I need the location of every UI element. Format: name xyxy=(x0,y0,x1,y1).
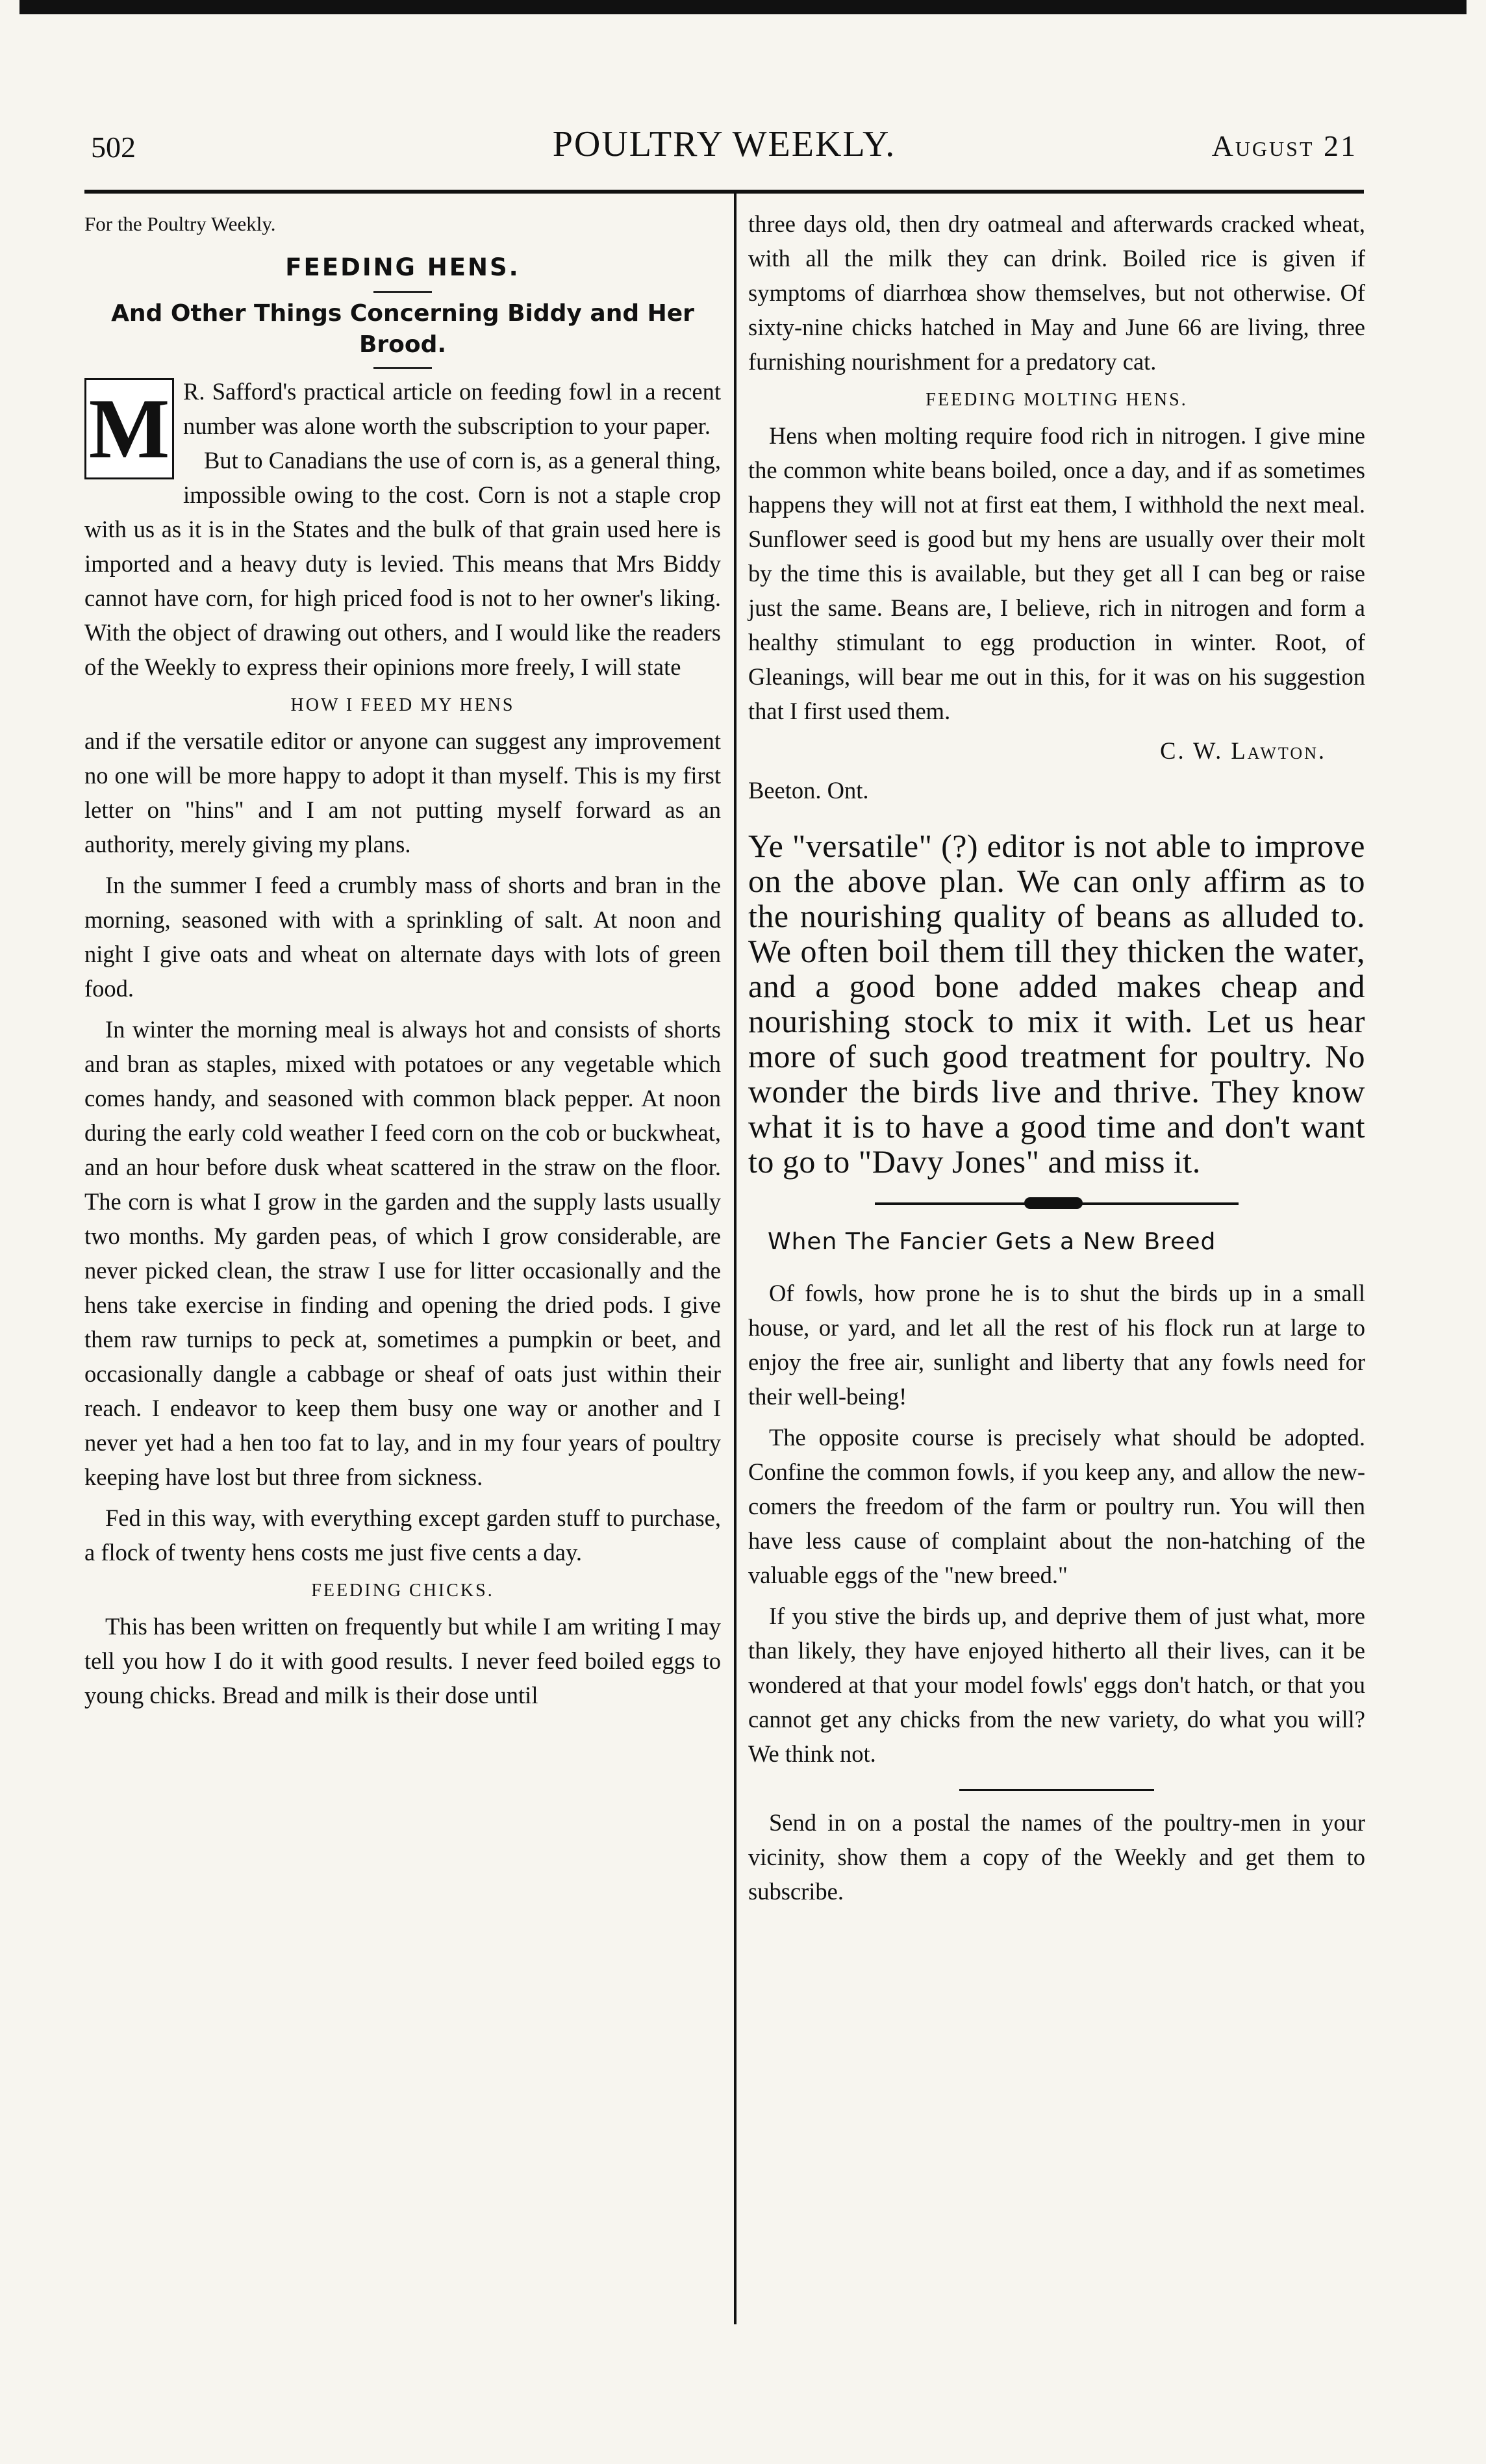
top-border xyxy=(19,0,1467,14)
paragraph: This has been written on frequently but while I am writing I may tell you how I do it with good results. I never feed boiled eggs to young chicks. Bread and milk is their dose until xyxy=(84,1613,721,1708)
editor-note: Ye "versatile" (?) editor is not able to improve on the above plan. We can only affirm as to the nourishing quality of beans as alluded to. We often boil them till they thicken the water, and a good bone added makes cheap and nourishing stock to mix it with. Let us hear more of such good treatment for poultry. No wonder the birds live and thrive. They know what it is to have a good time and don't want to go to "Davy Jones" and miss it. xyxy=(748,828,1365,1180)
paragraph: In the summer I feed a crumbly mass of shorts and bran in the morning, seasoned with with a sprinkling of salt. At noon and night I give oats and wheat on alternate days with lots of green food. xyxy=(84,872,721,1002)
paragraph: and if the versatile editor or anyone can suggest any improvement no one will be more happy to adopt it than myself. This is my first letter on "hins" and I am not putting myself forward as an authority, merely giving my plans. xyxy=(84,728,721,857)
ornament-divider xyxy=(875,1202,1239,1205)
publication-title: POULTRY WEEKLY. xyxy=(552,124,896,164)
page-number: 502 xyxy=(91,131,136,164)
column-divider xyxy=(734,194,737,2324)
paragraph: Of fowls, how prone he is to shut the birds up in a small house, or yard, and let all the rest of his flock run at large to enjoy the free air, sunlight and liberty that any fowls need for their well-being! xyxy=(748,1280,1365,1410)
header-rule xyxy=(84,190,1364,194)
paragraph: In winter the morning meal is always hot and consists of shorts and bran as staples, mixed with potatoes or any vegetable which comes handy, and seasoned with common black pepper. At noon during the early cold weather I feed corn on the cob or buckwheat, and an hour before dusk wheat scattered in the straw on the floor. The corn is what I grow in the garden and the supply lasts usually two months. My garden peas, of which I grow considerable, are never picked clean, the straw I use for litter occasionally and the hens take exercise in finding and opening the dried pods. I give them raw turnips to peck at, sometimes a pumpkin or beet, and occasionally dangle a cabbage or sheaf of oats just within their reach. I endeavor to keep them busy one way or another and I never yet had a hen too fat to lay, and in my four years of poultry keeping have lost but three from sickness. xyxy=(84,1016,721,1490)
author-signature: C. W. Lawton. xyxy=(1160,737,1326,764)
section-heading: FEEDING CHICKS. xyxy=(311,1581,494,1601)
paragraph: Send in on a postal the names of the poultry-men in your vicinity, show them a copy of the Weekly and get them to subscribe. xyxy=(748,1809,1365,1905)
section-rule xyxy=(959,1789,1154,1791)
title-rule xyxy=(373,291,432,293)
article-subtitle: And Other Things Concerning Biddy and Her Brood. xyxy=(111,300,694,358)
right-column xyxy=(748,207,1365,1909)
paragraph: But to Canadians the use of corn is, as a general thing, impossible owing to the cost. Corn is not a staple crop with us as it is in the States and the bulk of that grain used here is imported and a heavy duty is levied. This means that Mrs Biddy cannot have corn, for high priced food is not to her owner's liking. With the object of drawing out others, and I would like the readers of the Weekly to express their opinions more freely, I will state xyxy=(84,447,721,680)
paragraph: R. Safford's practical article on feeding fowl in a recent number was alone worth the subscription to your paper. xyxy=(183,378,721,439)
subtitle-rule xyxy=(373,367,432,369)
article-title: FEEDING HENS. xyxy=(285,253,520,281)
issue-date: August 21 xyxy=(1211,129,1357,162)
section-heading: FEEDING MOLTING HENS. xyxy=(926,390,1188,410)
article-source: For the Poultry Weekly. xyxy=(84,212,276,235)
paragraph: If you stive the birds up, and deprive them of just what, more than likely, they have enjoyed hitherto all their lives, can it be wondered at that your model fowls' eggs don't hatch, or that you cannot get any chicks from the new variety, do what you will? We think not. xyxy=(748,1603,1365,1767)
section-heading: HOW I FEED MY HENS xyxy=(290,695,515,715)
article-title: When The Fancier Gets a New Breed xyxy=(768,1228,1216,1255)
drop-cap: M xyxy=(84,378,174,479)
author-location: Beeton. Ont. xyxy=(748,777,869,804)
left-column xyxy=(84,207,721,1712)
paragraph: Hens when molting require food rich in nitrogen. I give mine the common white beans boiled, once a day, and if as sometimes happens they will not at first eat them, I withhold the next meal. Sunflower seed is good but my hens are usually over their molt by the time this is available, but they get all I can beg or raise just the same. Beans are, I believe, rich in nitrogen and form a healthy stimulant to egg production in winter. Root, of Gleanings, will bear me out in this, for it was on his suggestion that I first used them. xyxy=(748,422,1365,724)
paragraph: three days old, then dry oatmeal and afterwards cracked wheat, with all the milk they can drink. Boiled rice is given if symptoms of diarrhœa show themselves, but not otherwise. Of sixty-nine chicks hatched in May and June 66 are living, three furnishing nourishment for a predatory cat. xyxy=(748,210,1365,375)
running-header xyxy=(84,123,1364,169)
paragraph: Fed in this way, with everything except garden stuff to purchase, a flock of twenty hens costs me just five cents a day. xyxy=(84,1505,721,1566)
paragraph: The opposite course is precisely what should be adopted. Confine the common fowls, if you keep any, and allow the new-comers the freedom of the farm or poultry run. You will then have less cause of complaint about the non-hatching of the valuable eggs of the "new breed." xyxy=(748,1424,1365,1588)
